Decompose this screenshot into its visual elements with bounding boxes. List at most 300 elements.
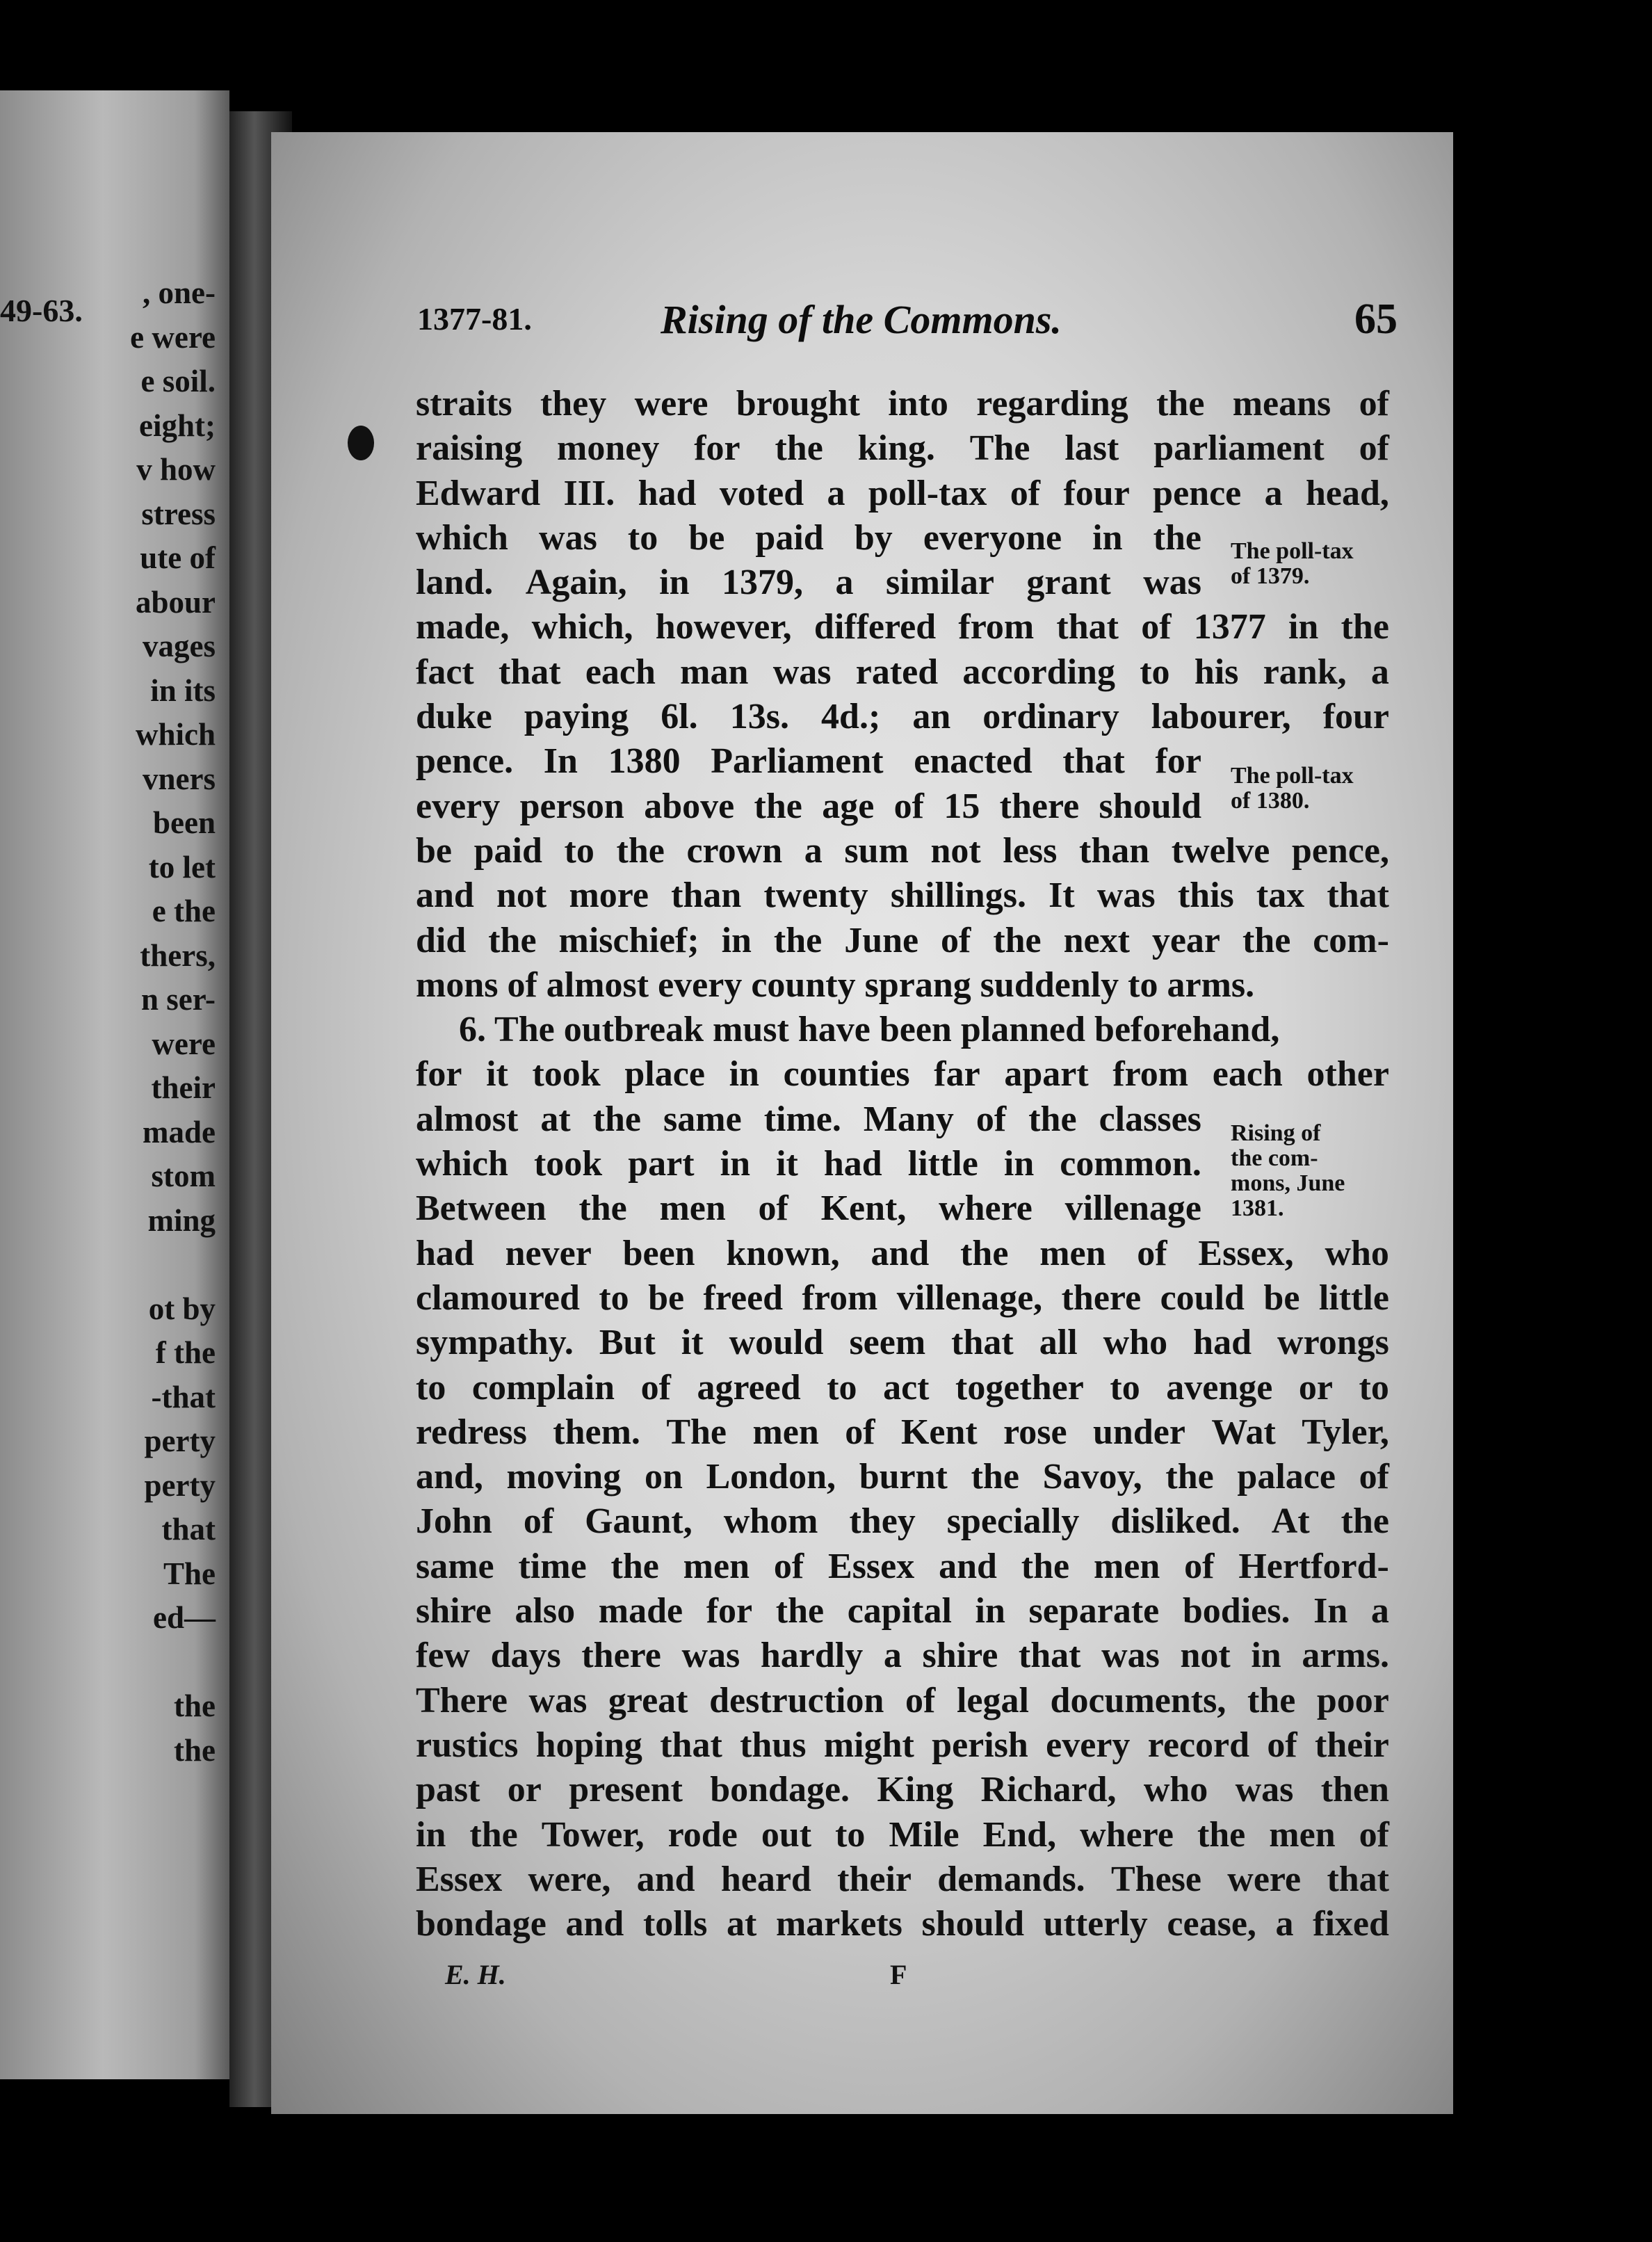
text-line [416,1679,1389,1723]
word: was [1143,563,1201,603]
word: hardly [760,1636,864,1676]
word: from [802,1277,878,1318]
word: them. [553,1412,640,1452]
text-line [416,1410,1389,1455]
word: that [1327,876,1389,916]
word: villenage, [896,1277,1043,1318]
left-page-line: f the [155,1335,216,1370]
word: rustics [416,1725,519,1765]
word: demands. [937,1859,1085,1899]
word: man [680,652,749,692]
text-line [416,382,1389,426]
word: little [907,1144,978,1184]
word: that [1018,1636,1081,1676]
word: their [837,1859,912,1899]
word: In [1313,1591,1348,1631]
text-line [416,471,1389,516]
text-line [416,1545,1389,1589]
word: in [721,920,752,960]
word: were [1227,1859,1302,1899]
word: was [1101,1636,1160,1676]
word: age [822,786,875,826]
word: same [416,1546,494,1586]
word: In [543,741,578,782]
left-page-line: that [161,1512,216,1547]
word: wrongs [1277,1323,1389,1363]
word: year [1151,920,1221,960]
word: days [490,1636,561,1676]
word: four [1322,697,1389,737]
word: the [1242,920,1291,960]
word: King [877,1770,954,1810]
word: paid [755,517,824,558]
word: in [1092,517,1123,558]
word: the [1156,384,1205,424]
word: destruction [709,1680,884,1720]
word: bondage. [710,1770,850,1810]
word: twelve [1171,830,1270,871]
text-line [416,784,1201,829]
word: counties [783,1054,910,1095]
word: shire [922,1636,998,1676]
word: it [776,1144,798,1184]
word: ordinary [982,697,1119,737]
word: documents, [1050,1680,1226,1720]
word: person [519,786,624,826]
text-line: mons of almost every county sprang suddenly to arms. [416,965,1255,1005]
word: labourer, [1151,697,1291,737]
text-line [416,516,1201,560]
word: never [505,1233,592,1273]
left-page-line: perty [144,1467,216,1503]
word: almost [416,1099,519,1139]
text-line [416,1499,1389,1544]
word: each [585,652,656,692]
word: could [1160,1277,1245,1318]
word: made, [416,607,510,647]
word: his [1194,652,1239,692]
word: regarding [976,384,1128,424]
word: in [1288,607,1319,647]
word: to [599,1277,629,1318]
word: men [1039,1233,1106,1273]
word: out [761,1814,812,1855]
word: together [955,1367,1084,1408]
word: These [1110,1859,1201,1899]
word: means [1232,384,1331,424]
word: com- [1313,920,1389,960]
word: fact [416,652,474,692]
word: Essex [828,1546,915,1586]
word: the [993,920,1042,960]
word: End, [982,1814,1057,1855]
word: of [1359,1457,1389,1497]
left-page-line: e were [130,319,216,355]
word: London, [706,1457,836,1497]
left-page-header-fragment: 49-63. [0,293,83,328]
word: It [1048,876,1075,916]
word: was [681,1636,740,1676]
word: arms. [1302,1636,1389,1676]
word: in [1251,1636,1281,1676]
word: there [999,786,1080,826]
word: similar [885,563,994,603]
word: from [958,607,1035,647]
page-number: 65 [1354,296,1398,343]
side-note: The poll-tax of 1380. [1231,763,1354,814]
word: it [486,1054,508,1095]
word: twenty [763,876,868,916]
word: capital [847,1591,952,1631]
word: the [960,1233,1009,1273]
word: a [1275,1904,1294,1944]
word: from [1112,1054,1189,1095]
word: rank, [1263,652,1347,692]
word: 15 [944,786,980,826]
word: great [608,1680,688,1720]
word: Many [863,1099,954,1139]
word: pence. [416,741,514,782]
running-head [417,296,1398,356]
word: of [1137,1233,1167,1273]
word: that [1327,1859,1389,1899]
word: Kent, [820,1188,907,1229]
text-line [416,829,1389,873]
word: under [1093,1412,1185,1452]
text-line [416,873,1389,918]
word: agreed [697,1367,801,1408]
word: that [1062,741,1125,782]
word: for [694,428,740,469]
word: record [1147,1725,1250,1765]
word: past [416,1770,480,1810]
word: 6l. [661,697,698,737]
word: might [823,1725,914,1765]
word: 1377 [1193,607,1266,647]
word: Richard, [980,1770,1117,1810]
word: straits [416,384,512,424]
word: by [854,517,893,558]
word: to [1110,1367,1140,1408]
word: then [1320,1770,1389,1810]
word: of [893,786,924,826]
word: in [720,1144,751,1184]
word: markets [775,1904,902,1944]
word: be [648,1277,685,1318]
word: of [905,1680,936,1720]
text-line: 6. The outbreak must have been planned beforehand, [459,1010,1280,1050]
word: the [1197,1814,1246,1855]
word: specially [946,1501,1080,1542]
word: to [416,1367,446,1408]
word: legal [956,1680,1029,1720]
word: a [1370,652,1389,692]
word: the [1021,1546,1070,1586]
word: shire [416,1591,492,1631]
word: took [533,1144,603,1184]
word: a [1370,1591,1389,1631]
word: of [523,1501,554,1542]
word: of [758,1188,788,1229]
word: parliament [1153,428,1325,469]
word: for [1155,741,1201,782]
running-head-date: 1377-81. [417,301,532,337]
left-page-line: e soil. [140,364,216,398]
word: and [636,1859,695,1899]
word: in [729,1054,759,1095]
word: that [660,1725,722,1765]
text-line [416,1723,1389,1768]
left-page-line: perty [144,1424,216,1458]
word: of [845,1412,875,1452]
word: voted [719,473,804,513]
word: which, [531,607,633,647]
word: to [1359,1367,1389,1408]
word: of [1267,1725,1297,1765]
left-page-line: v how [136,452,216,487]
left-page-line: e the [152,894,216,928]
side-note: The poll-tax of 1379. [1231,538,1354,589]
left-page-line: stress [141,496,216,531]
word: burnt [859,1457,948,1497]
left-page-line: , one- [143,275,216,310]
word: utterly [1043,1904,1148,1944]
word: of [1141,607,1172,647]
word: classes [1099,1099,1201,1139]
word: separate [1028,1591,1160,1631]
text-line [416,1232,1389,1276]
word: in [975,1591,1005,1631]
left-page-line: been [153,805,216,840]
word: took [532,1054,601,1095]
word: thus [740,1725,807,1765]
word: above [644,786,735,826]
word: seem [849,1323,926,1363]
left-page-line: which [135,717,216,752]
text-line [416,605,1389,650]
word: clamoured [416,1277,580,1318]
word: sum [844,830,909,871]
word: fixed [1313,1904,1389,1944]
word: not [496,876,547,916]
left-page-line: n ser- [140,982,216,1017]
left-page-line: the [174,1688,216,1723]
word: of [1184,1546,1215,1586]
word: that [498,652,561,692]
word: to [1140,652,1170,692]
left-page-line: stom [151,1159,216,1193]
word: rode [667,1814,738,1855]
word: to [627,517,658,558]
word: land. [416,563,494,603]
word: Essex, [1198,1233,1294,1273]
word: was [539,517,597,558]
word: the [1247,1680,1296,1720]
word: mischief; [558,920,699,960]
word: the [775,1591,825,1631]
word: complain [471,1367,615,1408]
word: the [616,830,665,871]
word: 4d.; [821,697,881,737]
word: palace [1237,1457,1336,1497]
left-page-line: in its [150,672,216,708]
word: Tower, [541,1814,645,1855]
word: all [1039,1323,1078,1363]
word: duke [416,697,492,737]
word: head, [1306,473,1389,513]
text-line [416,1768,1389,1812]
word: rose [1003,1412,1067,1452]
word: had [416,1233,474,1273]
word: and [939,1546,997,1586]
word: 1380 [608,741,681,782]
word: part [628,1144,695,1184]
word: freed [703,1277,784,1318]
word: the [578,1188,627,1229]
word: far [934,1054,980,1095]
text-line [416,1321,1389,1365]
word: the [469,1814,518,1855]
word: the [754,786,802,826]
word: avenge [1166,1367,1273,1408]
text-line [416,1813,1389,1857]
word: the [773,920,823,960]
word: enacted [914,741,1032,782]
word: poll-tax [868,473,987,513]
word: did [416,920,467,960]
word: Tyler, [1302,1412,1389,1452]
word: time [518,1546,587,1586]
word: and, [416,1457,483,1497]
word: Between [416,1188,546,1229]
word: bondage [416,1904,546,1944]
word: The [969,428,1030,469]
word: where [1080,1814,1174,1855]
word: the [610,1546,659,1586]
word: would [729,1323,824,1363]
word: the [1341,1501,1389,1542]
text-line [416,1186,1201,1231]
word: four [1063,473,1130,513]
word: should [1099,786,1201,826]
word: in [416,1814,446,1855]
word: apart [1004,1054,1089,1095]
word: this [1177,876,1234,916]
word: of [1359,428,1389,469]
left-page-line: eight; [139,408,216,443]
word: But [599,1323,656,1363]
word: or [1298,1367,1333,1408]
word: in [1003,1144,1035,1184]
left-page-line [0,1243,216,1287]
word: not [1180,1636,1231,1676]
text-line [416,1455,1389,1499]
word: not [930,830,981,871]
word: The [666,1412,727,1452]
word: common. [1060,1144,1201,1184]
running-head-title: Rising of the Commons. [661,297,1062,342]
word: their [1315,1725,1389,1765]
left-page-line: their [151,1070,216,1105]
word: be [416,830,452,871]
word: the [1165,1457,1214,1497]
text-line [416,1589,1389,1634]
word: also [515,1591,576,1631]
word: of [1010,473,1041,513]
word: on [644,1457,683,1497]
word: men [1269,1814,1336,1855]
text-line [416,1097,1201,1142]
word: Again, [525,563,627,603]
word: should [921,1904,1024,1944]
text-line [416,739,1201,784]
left-page-line: the [174,1732,216,1768]
word: III. [563,473,615,513]
word: the [592,1099,642,1139]
word: same [663,1099,742,1139]
word: raising [416,428,523,469]
gathering-mark: F [890,1959,907,1990]
left-page-line: abour [135,584,216,620]
word: crown [686,830,783,871]
word: disliked. [1110,1501,1240,1542]
word: known, [726,1233,840,1273]
word: men [752,1412,819,1452]
word: of [941,920,971,960]
word: at [540,1099,571,1139]
left-page-line: thers, [140,937,216,973]
word: Savoy, [1042,1457,1142,1497]
word: perish [932,1725,1028,1765]
word: be [1263,1277,1300,1318]
word: been [622,1233,695,1273]
word: few [416,1636,470,1676]
word: At [1271,1501,1310,1542]
word: rated [855,652,939,692]
word: of [773,1546,804,1586]
word: of [975,1099,1007,1139]
word: more [569,876,649,916]
word: the [775,428,823,469]
word: they [849,1501,916,1542]
left-page-line: were [152,1026,216,1061]
word: an [912,697,951,737]
word: who [1325,1233,1389,1273]
word: they [540,384,607,424]
word: every [1046,1725,1131,1765]
left-page-line: made [143,1114,216,1150]
word: which [416,517,508,558]
word: little [1318,1277,1389,1318]
word: was [528,1680,588,1720]
side-note: Rising of the com- mons, June 1381. [1231,1120,1345,1221]
word: each [1212,1054,1283,1095]
word: and [416,876,474,916]
word: brought [736,384,860,424]
word: Gaunt, [585,1501,693,1542]
word: men [683,1546,750,1586]
word: poor [1316,1680,1389,1720]
word: tolls [642,1904,708,1944]
left-page-line: -that [151,1379,216,1414]
word: a [1264,473,1283,513]
word: was [772,652,832,692]
text-line [416,1857,1389,1902]
word: Edward [416,473,541,513]
word: differed [813,607,937,647]
text-line [416,1052,1389,1097]
word: at [727,1904,757,1944]
